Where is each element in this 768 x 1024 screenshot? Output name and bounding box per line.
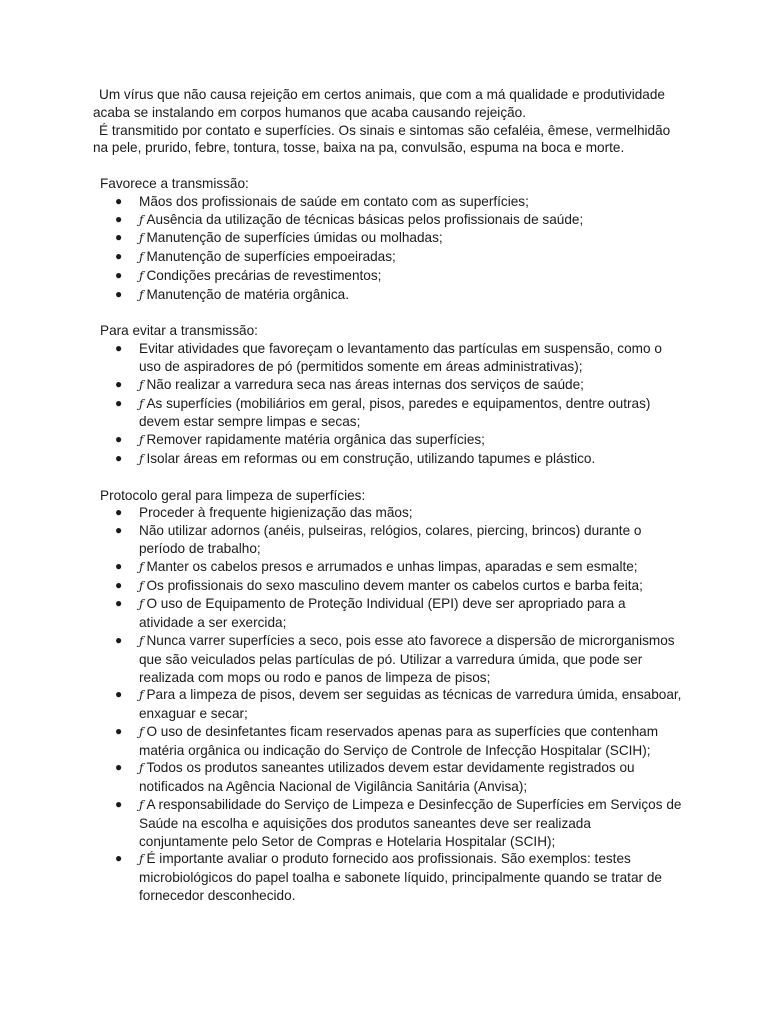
list-item xyxy=(93,248,683,267)
bullet-icon: ● xyxy=(115,632,123,647)
bullet-icon: ● xyxy=(115,723,123,738)
list-item xyxy=(93,522,683,558)
list-item-text: Manter os cabelos presos e arrumados e unhas limpas, aparadas e sem esmalte; xyxy=(146,558,638,574)
function-glyph-icon: ƒ xyxy=(139,377,144,392)
list-item-text: Condições precárias de revestimentos; xyxy=(146,267,382,283)
function-glyph-icon: ƒ xyxy=(139,724,144,739)
function-glyph-icon: ƒ xyxy=(139,578,144,593)
list-item-text: A responsabilidade do Serviço de Limpeza e Desinfecção de Superfícies em Serviços de Saúde na escolha e aquisições dos produtos saneantes deve ser realizada conjuntamente pelo Setor de Compras e Hotelaria Hospitalar (SCIH); xyxy=(139,797,682,849)
list-item xyxy=(93,286,683,305)
list-item-text: Manutenção de matéria orgânica. xyxy=(146,286,349,302)
list-item xyxy=(93,267,683,286)
list-item-text: Para a limpeza de pisos, devem ser seguidas as técnicas de varredura úmida, ensaboar, enxaguar e secar; xyxy=(139,687,682,722)
list-item-text: Não utilizar adornos (anéis, pulseiras, relógios, colares, piercing, brincos) durante o período de trabalho; xyxy=(139,523,642,556)
list-item-text: O uso de Equipamento de Proteção Individual (EPI) deve ser apropriado para a atividade a ser exercida; xyxy=(139,596,626,631)
function-glyph-icon: ƒ xyxy=(139,688,144,703)
bullet-icon: ● xyxy=(115,230,123,245)
list-item xyxy=(93,450,683,469)
list-item-text: Todos os produtos saneantes utilizados devem estar devidamente registrados ou notificados na Agência Nacional de Vigilância Sanitária (Anvisa); xyxy=(139,760,635,795)
function-glyph-icon: ƒ xyxy=(139,559,144,574)
list-item xyxy=(93,376,683,395)
function-glyph-icon: ƒ xyxy=(139,433,144,448)
spacer xyxy=(93,157,683,175)
list-item xyxy=(93,504,683,522)
function-glyph-icon: ƒ xyxy=(139,852,144,867)
list-item xyxy=(93,395,683,432)
list-item-text: Isolar áreas em reformas ou em construção, utilizando tapumes e plástico. xyxy=(146,450,596,466)
spacer xyxy=(93,469,683,487)
bullet-icon: ● xyxy=(115,760,123,775)
bullet-icon: ● xyxy=(115,687,123,702)
bullet-icon: ● xyxy=(115,577,123,592)
list-item xyxy=(93,558,683,577)
list-item xyxy=(93,577,683,596)
function-glyph-icon: ƒ xyxy=(139,761,144,776)
function-glyph-icon: ƒ xyxy=(139,451,144,466)
intro-text-1: Um vírus que não causa rejeição em certos animais, que com a má qualidade e produtividade acaba se instalando em corpos humanos que acaba causando rejeição. xyxy=(93,87,665,120)
bullet-icon: ● xyxy=(115,432,123,447)
bullet-icon: ● xyxy=(115,267,123,282)
list-item-text: Evitar atividades que favoreçam o levantamento das partículas em suspensão, como o uso de aspiradores de pó (permitidos somente em áreas administrativas); xyxy=(139,341,662,374)
list-item-text: As superfícies (mobiliários em geral, pisos, paredes e equipamentos, dentre outras) devem estar sempre limpas e secas; xyxy=(139,395,651,430)
list-item xyxy=(93,759,683,796)
intro-paragraph-1 xyxy=(93,86,683,122)
list-item xyxy=(93,211,683,230)
bullet-icon: ● xyxy=(115,286,123,301)
section-heading: Favorece a transmissão: xyxy=(100,175,249,191)
list-item-text: Remover rapidamente matéria orgânica das superfícies; xyxy=(146,432,485,448)
list-item-text: Ausência da utilização de técnicas básicas pelos profissionais de saúde; xyxy=(146,211,584,227)
list-item-text: É importante avaliar o produto fornecido aos profissionais. São exemplos: testes microbiológicos do papel toalha e sabonete líquido, principalmente quando se tratar de fornecedor desconhecido. xyxy=(139,851,662,904)
list-item xyxy=(93,431,683,450)
list-item xyxy=(93,193,683,211)
list-item xyxy=(93,340,683,376)
list-item xyxy=(93,850,683,904)
document-page xyxy=(93,86,683,905)
bullet-icon: ● xyxy=(115,341,123,356)
bullet-icon: ● xyxy=(115,395,123,410)
section-heading: Para evitar a transmissão: xyxy=(100,323,258,339)
list-item xyxy=(93,632,683,686)
bullet-icon: ● xyxy=(115,211,123,226)
function-glyph-icon: ƒ xyxy=(139,212,144,227)
bullet-icon: ● xyxy=(115,376,123,391)
list-item xyxy=(93,686,683,723)
function-glyph-icon: ƒ xyxy=(139,597,144,612)
spacer xyxy=(93,305,683,323)
intro-paragraph-2 xyxy=(93,122,683,158)
bullet-icon: ● xyxy=(115,193,123,208)
bullet-icon: ● xyxy=(115,558,123,573)
bullet-list xyxy=(93,504,683,905)
bullet-icon: ● xyxy=(115,450,123,465)
function-glyph-icon: ƒ xyxy=(139,268,144,283)
list-item-text: Manutenção de superfícies úmidas ou molhadas; xyxy=(146,230,443,246)
list-item-text: Não realizar a varredura seca nas áreas internas dos serviços de saúde; xyxy=(146,376,584,392)
list-item-text: O uso de desinfetantes ficam reservados apenas para as superfícies que contenham matéria orgânica ou indicação do Serviço de Controle de Infecção Hospitalar (SCIH); xyxy=(139,723,659,758)
function-glyph-icon: ƒ xyxy=(139,231,144,246)
sections-container xyxy=(93,175,683,905)
bullet-icon: ● xyxy=(115,596,123,611)
function-glyph-icon: ƒ xyxy=(139,250,144,265)
list-item-text: Manutenção de superfícies empoeiradas; xyxy=(146,249,396,265)
function-glyph-icon: ƒ xyxy=(139,287,144,302)
function-glyph-icon: ƒ xyxy=(139,633,144,648)
bullet-icon: ● xyxy=(115,797,123,812)
list-item xyxy=(93,595,683,632)
intro-text-2: É transmitido por contato e superfícies. Os sinais e sintomas são cefaléia, êmese, vermelhidão na pele, prurido, febre, tontura, tosse, baixa na pa, convulsão, espuma na boca e morte. xyxy=(93,122,671,156)
list-item-text: Nunca varrer superfícies a seco, pois esse ato favorece a dispersão de microrganismos que são veiculados pelas partículas de pó. Utilizar a varredura úmida, que pode ser realizada com mops ou rodo e panos de limpeza de pisos; xyxy=(139,632,675,685)
bullet-list xyxy=(93,193,683,305)
list-item xyxy=(93,796,683,850)
function-glyph-icon: ƒ xyxy=(139,396,144,411)
list-item xyxy=(93,229,683,248)
bullet-icon: ● xyxy=(115,523,123,538)
list-item-text: Os profissionais do sexo masculino devem manter os cabelos curtos e barba feita; xyxy=(146,577,643,593)
section-heading: Protocolo geral para limpeza de superfícies: xyxy=(100,487,366,503)
bullet-list xyxy=(93,340,683,469)
bullet-icon: ● xyxy=(115,505,123,520)
bullet-icon: ● xyxy=(115,851,123,866)
bullet-icon: ● xyxy=(115,249,123,264)
list-item-text: Mãos dos profissionais de saúde em contato com as superfícies; xyxy=(139,193,529,209)
list-item-text: Proceder à frequente higienização das mãos; xyxy=(139,505,413,521)
list-item xyxy=(93,723,683,760)
function-glyph-icon: ƒ xyxy=(139,798,144,813)
